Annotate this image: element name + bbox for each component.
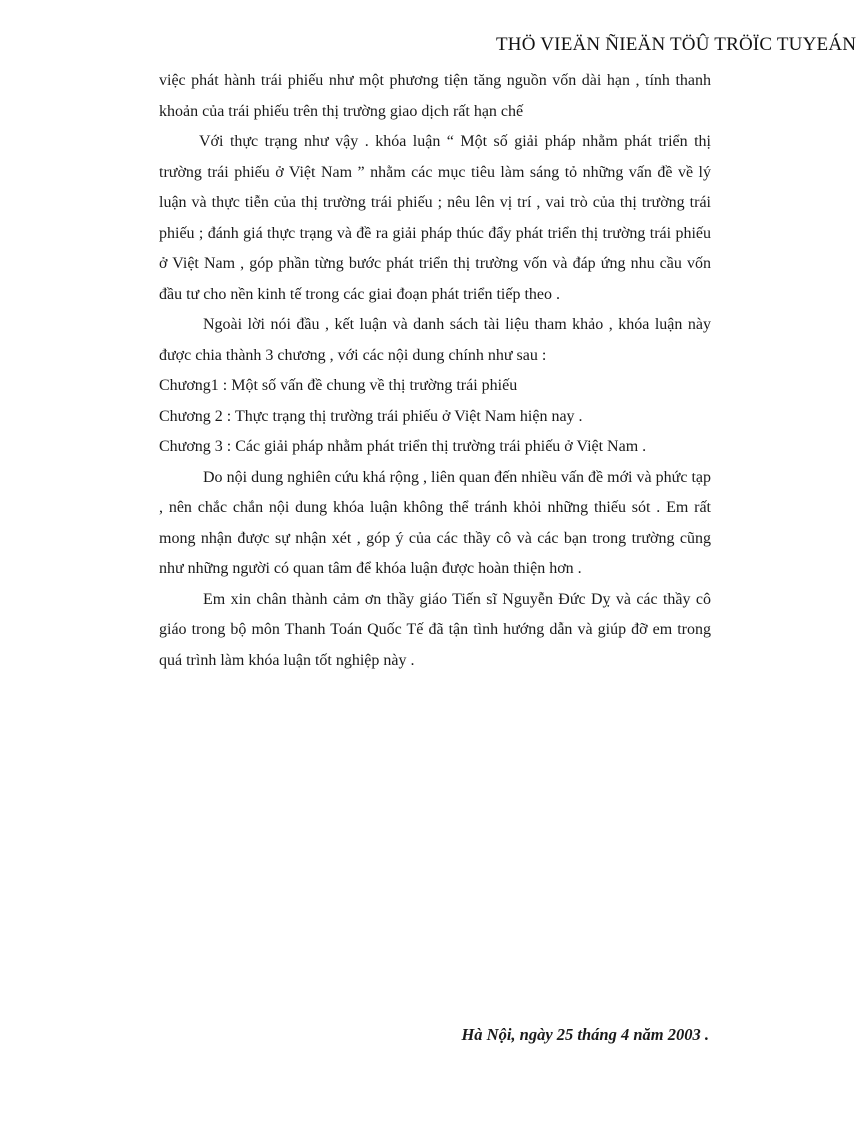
chapter-1-line: Chương1 : Một số vấn đề chung về thị trường trái phiếu [159,377,518,394]
chapter-2-line: Chương 2 : Thực trạng thị trường trái phiếu ở Việt Nam hiện nay . [159,407,583,425]
date-signature: Hà Nội, ngày 25 tháng 4 năm 2003 . [461,1025,709,1044]
paragraph-1: việc phát hành trái phiếu như một phương tiện tăng nguồn vốn dài hạn , tính thanh khoản của trái phiếu trên thị trường giao dịch rất hạn chế [159,72,711,120]
paragraph-4: Do nội dung nghiên cứu khá rộng , liên quan đến nhiều vấn đề mới và phức tạp , nên chắc chắn nội dung khóa luận không thể tránh khỏi những thiếu sót . Em rất mong nhận được sự nhận xét , góp ý của các thầy cô và các bạn trong trường cũng như những người có quan tâm để khóa luận được hoàn thiện hơn . [159,468,711,577]
paragraph-3: Ngoài lời nói đầu , kết luận và danh sách tài liệu tham khảo , khóa luận này được chia thành 3 chương , với các nội dung chính như sau : [159,316,711,364]
paragraph-2: Với thực trạng như vậy . khóa luận “ Một số giải pháp nhằm phát triển thị trường trái phiếu ở Việt Nam ” nhằm các mục tiêu làm sáng tỏ những vấn đề về lý luận và thực tiễn của thị trường trái phiếu ; nêu lên vị trí , vai trò của thị trường trái phiếu ; đánh giá thực trạng và đề ra giải pháp thúc đẩy phát triển thị trường trái phiếu ở Việt Nam , góp phần từng bước phát triển thị trường vốn và đáp ứng nhu cầu vốn đầu tư cho nền kinh tế trong các giai đoạn phát triển tiếp theo . [159,133,711,303]
page-header: THÖ VIEÄN ÑIEÄN TÖÛ TRÖÏC TUYEÁN [496,34,856,55]
chapter-3-line: Chương 3 : Các giải pháp nhằm phát triển thị trường trái phiếu ở Việt Nam . [159,438,647,455]
document-body [159,66,711,676]
paragraph-5: Em xin chân thành cảm ơn thầy giáo Tiến sĩ Nguyễn Đức Dỵ và các thầy cô giáo trong bộ môn Thanh Toán Quốc Tế đã tận tình hướng dẫn và giúp đỡ em trong quá trình làm khóa luận tốt nghiệp này . [159,590,711,669]
